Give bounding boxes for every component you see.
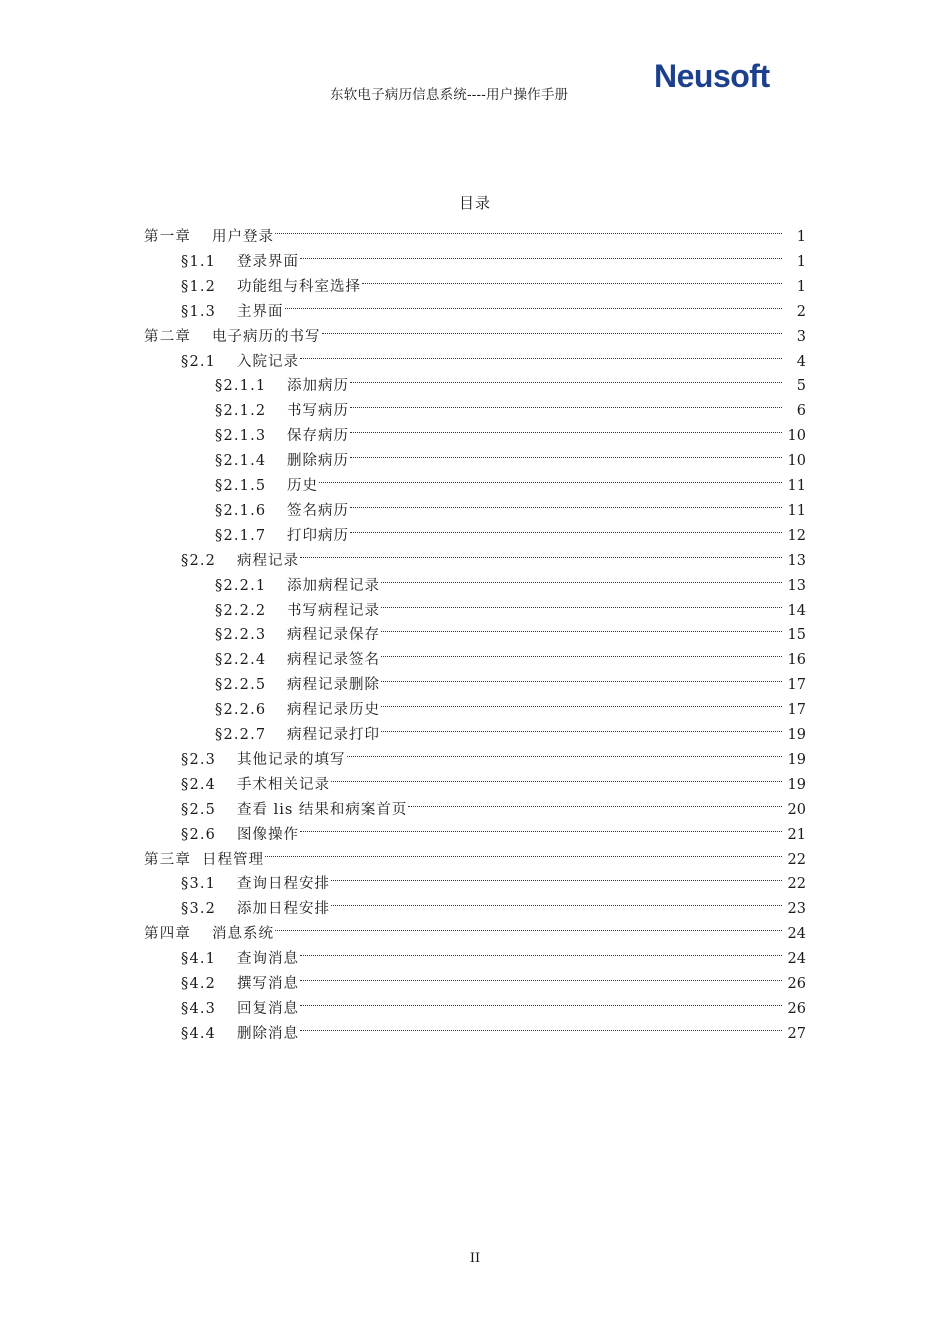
toc-entry-page: 14 — [787, 602, 806, 619]
toc-dot-leader — [381, 614, 782, 639]
toc-dot-leader — [300, 1013, 782, 1038]
toc-entry-page: 19 — [787, 776, 806, 793]
toc-dot-leader — [362, 266, 782, 291]
toc-entry-number: §2.1.6 — [215, 502, 267, 519]
toc-entry-page: 19 — [787, 727, 806, 743]
toc-section-entry[interactable] — [215, 565, 806, 594]
toc-section-entry[interactable] — [215, 415, 806, 445]
toc-section-entry[interactable] — [181, 739, 806, 768]
toc-entry-page: 10 — [787, 428, 806, 445]
toc-chapter-entry[interactable] — [144, 839, 806, 868]
toc-entry-label: 添加日程安排 — [237, 901, 330, 918]
toc-entry-number: §2.1.7 — [215, 527, 267, 544]
toc-section-entry[interactable] — [181, 341, 806, 370]
toc-entry-number: §2.2.4 — [215, 652, 267, 669]
toc-entry-label: 添加病历 — [287, 378, 349, 395]
toc-dot-leader — [331, 863, 782, 888]
toc-section-entry[interactable] — [181, 241, 806, 270]
toc-section-entry[interactable] — [215, 639, 806, 669]
toc-entry-label: 病程记录历史 — [287, 702, 380, 719]
toc-dot-leader — [275, 216, 782, 241]
toc-entry-number: 第四章 — [144, 926, 192, 943]
toc-entry-page: 19 — [787, 751, 806, 768]
toc-section-entry[interactable] — [215, 465, 806, 494]
toc-section-entry[interactable] — [181, 291, 806, 320]
toc-dot-leader — [275, 913, 782, 938]
toc-section-entry[interactable] — [181, 888, 806, 918]
toc-entry-number: 第一章 — [144, 229, 192, 245]
toc-dot-leader — [381, 590, 782, 615]
toc-entry-label: 用户登录 — [212, 229, 274, 245]
toc-entry-number: §2.6 — [181, 826, 217, 843]
toc-entry-number: §2.1.4 — [215, 453, 267, 470]
toc-entry-number: §2.2.2 — [215, 602, 267, 619]
toc-entry-number: §1.2 — [181, 278, 217, 295]
toc-entry-page: 26 — [787, 1000, 806, 1017]
toc-section-entry[interactable] — [215, 440, 806, 470]
toc-entry-page: 1 — [796, 278, 806, 295]
toc-section-entry[interactable] — [215, 390, 806, 420]
toc-entry-label: 病程记录打印 — [287, 727, 380, 743]
toc-entry-page: 15 — [787, 627, 806, 644]
toc-entry-page: 11 — [787, 502, 806, 519]
toc-section-entry[interactable] — [181, 863, 806, 893]
toc-entry-label: 删除消息 — [237, 1025, 299, 1042]
toc-entry-number: §2.2.3 — [215, 627, 267, 644]
toc-entry-label: 功能组与科室选择 — [237, 278, 361, 295]
toc-entry-page: 20 — [787, 801, 806, 818]
toc-entry-label: 消息系统 — [212, 926, 274, 943]
toc-entry-label: 查询日程安排 — [237, 876, 330, 893]
toc-entry-label: 查看 lis 结果和病案首页 — [237, 801, 408, 818]
toc-entry-label: 图像操作 — [237, 826, 299, 843]
toc-entry-label: 撰写消息 — [237, 976, 299, 992]
toc-entry-page: 13 — [787, 552, 806, 569]
neusoft-logo: Neusoft — [654, 58, 770, 94]
toc-entry-number: §1.3 — [181, 303, 217, 320]
toc-dot-leader — [347, 739, 783, 764]
toc-section-entry[interactable] — [215, 515, 806, 544]
toc-entry-label: 手术相关记录 — [237, 776, 330, 793]
toc-dot-leader — [381, 689, 782, 714]
toc-entry-label: 历史 — [287, 478, 318, 494]
toc-section-entry[interactable] — [215, 614, 806, 644]
toc-entry-page: 16 — [787, 652, 806, 669]
toc-entry-page: 6 — [796, 403, 806, 420]
toc-entry-number: §3.2 — [181, 901, 217, 918]
toc-dot-leader — [350, 365, 782, 390]
toc-entry-label: 病程记录 — [237, 552, 299, 569]
toc-entry-label: 书写病程记录 — [287, 602, 380, 619]
toc-entry-number: §2.1.5 — [215, 478, 267, 494]
toc-entry-number: §2.1.1 — [215, 378, 267, 395]
toc-entry-page: 5 — [796, 378, 806, 395]
toc-entry-page: 23 — [787, 901, 806, 918]
toc-entry-number: §2.5 — [181, 801, 217, 818]
toc-entry-number: §2.2 — [181, 552, 217, 569]
toc-dot-leader — [300, 540, 782, 565]
toc-section-entry[interactable] — [215, 490, 806, 519]
toc-dot-leader — [300, 241, 782, 266]
toc-entry-number: §2.4 — [181, 776, 217, 793]
toc-entry-page: 24 — [787, 926, 806, 943]
toc-dot-leader — [350, 515, 782, 540]
toc-entry-page: 24 — [787, 951, 806, 968]
toc-entry-page: 17 — [787, 702, 806, 719]
toc-dot-leader — [300, 988, 782, 1013]
toc-entry-page: 10 — [787, 453, 806, 470]
toc-dot-leader — [381, 565, 782, 590]
toc-section-entry[interactable] — [181, 938, 806, 968]
toc-section-entry[interactable] — [215, 714, 806, 743]
toc-entry-label: 添加病程记录 — [287, 577, 380, 594]
toc-section-entry[interactable] — [215, 689, 806, 719]
toc-entry-page: 17 — [787, 677, 806, 694]
toc-entry-page: 4 — [796, 353, 806, 370]
toc-section-entry[interactable] — [181, 963, 806, 992]
toc-entry-number: §2.1.2 — [215, 403, 267, 420]
toc-entry-label: 保存病历 — [287, 428, 349, 445]
toc-entry-number: §4.1 — [181, 951, 217, 968]
toc-entry-label: 病程记录保存 — [287, 627, 380, 644]
toc-section-entry[interactable] — [181, 814, 806, 843]
toc-section-entry[interactable] — [181, 988, 806, 1017]
toc-dot-leader — [331, 764, 782, 789]
toc-entry-number: §2.2.5 — [215, 677, 267, 694]
toc-section-entry[interactable] — [181, 764, 806, 793]
toc-chapter-entry[interactable] — [144, 913, 806, 943]
toc-entry-label: 删除病历 — [287, 453, 349, 470]
toc-chapter-entry[interactable] — [144, 316, 806, 345]
toc-dot-leader — [408, 789, 782, 814]
toc-entry-number: 第二章 — [144, 328, 192, 345]
toc-dot-leader — [300, 963, 782, 988]
toc-entry-page: 13 — [787, 577, 806, 594]
toc-dot-leader — [381, 664, 782, 689]
toc-entry-label: 签名病历 — [287, 502, 349, 519]
page-number: II — [469, 1251, 481, 1266]
toc-entry-page: 12 — [787, 527, 806, 544]
toc-entry-page: 26 — [787, 976, 806, 992]
toc-dot-leader — [350, 390, 782, 415]
toc-entry-page: 22 — [787, 876, 806, 893]
toc-dot-leader — [322, 316, 783, 341]
toc-entry-label: 病程记录签名 — [287, 652, 380, 669]
toc-entry-label: 书写病历 — [287, 403, 349, 420]
toc-entry-number: §4.2 — [181, 976, 217, 992]
document-header-title: 东软电子病历信息系统----用户操作手册 — [330, 87, 569, 103]
toc-entry-number: §2.3 — [181, 751, 217, 768]
toc-dot-leader — [300, 341, 782, 366]
toc-entry-label: 电子病历的书写 — [212, 328, 321, 345]
toc-dot-leader — [350, 440, 782, 465]
toc-dot-leader — [319, 465, 782, 490]
toc-entry-page: 2 — [796, 303, 806, 320]
toc-dot-leader — [300, 938, 782, 963]
toc-entry-number: §2.1.3 — [215, 428, 267, 445]
toc-entry-label: 其他记录的填写 — [237, 751, 346, 768]
toc-dot-leader — [381, 639, 782, 664]
toc-entry-label: 登录界面 — [237, 253, 299, 270]
toc-entry-number: §1.1 — [181, 253, 217, 270]
toc-entry-page: 11 — [787, 478, 806, 494]
toc-dot-leader — [265, 839, 782, 864]
toc-section-entry[interactable] — [181, 540, 806, 569]
toc-entry-number: §2.2.1 — [215, 577, 267, 594]
toc-chapter-entry[interactable] — [144, 216, 806, 245]
toc-section-entry[interactable] — [181, 789, 806, 818]
toc-dot-leader — [331, 888, 782, 913]
toc-entry-number: §4.3 — [181, 1000, 217, 1017]
toc-entry-number: §2.2.6 — [215, 702, 267, 719]
toc-entry-page: 1 — [796, 253, 806, 270]
toc-entry-label: 日程管理 — [202, 851, 264, 868]
toc-entry-page: 3 — [796, 328, 806, 345]
toc-dot-leader — [381, 714, 782, 739]
toc-entry-label: 回复消息 — [237, 1000, 299, 1017]
toc-section-entry[interactable] — [215, 365, 806, 395]
toc-entry-label: 查询消息 — [237, 951, 299, 968]
toc-entry-label: 入院记录 — [237, 353, 299, 370]
toc-entry-number: §4.4 — [181, 1025, 217, 1042]
toc-entry-number: §2.2.7 — [215, 727, 267, 743]
toc-dot-leader — [285, 291, 783, 316]
toc-dot-leader — [350, 490, 782, 515]
toc-section-entry[interactable] — [215, 590, 806, 619]
toc-entry-label: 病程记录删除 — [287, 677, 380, 694]
toc-entry-page: 27 — [787, 1025, 806, 1042]
toc-entry-page: 1 — [796, 229, 806, 245]
toc-entry-number: §3.1 — [181, 876, 217, 893]
toc-entry-number: §2.1 — [181, 353, 217, 370]
toc-entry-label: 主界面 — [237, 303, 284, 320]
toc-entry-label: 打印病历 — [287, 527, 349, 544]
toc-entry-page: 21 — [787, 826, 806, 843]
toc-section-entry[interactable] — [181, 1013, 806, 1042]
toc-entry-page: 22 — [787, 851, 806, 868]
toc-dot-leader — [350, 415, 782, 440]
toc-dot-leader — [300, 814, 782, 839]
toc-section-entry[interactable] — [181, 266, 806, 295]
toc-entry-number: 第三章 — [144, 851, 192, 868]
toc-section-entry[interactable] — [215, 664, 806, 694]
toc-title: 目录 — [458, 194, 491, 212]
